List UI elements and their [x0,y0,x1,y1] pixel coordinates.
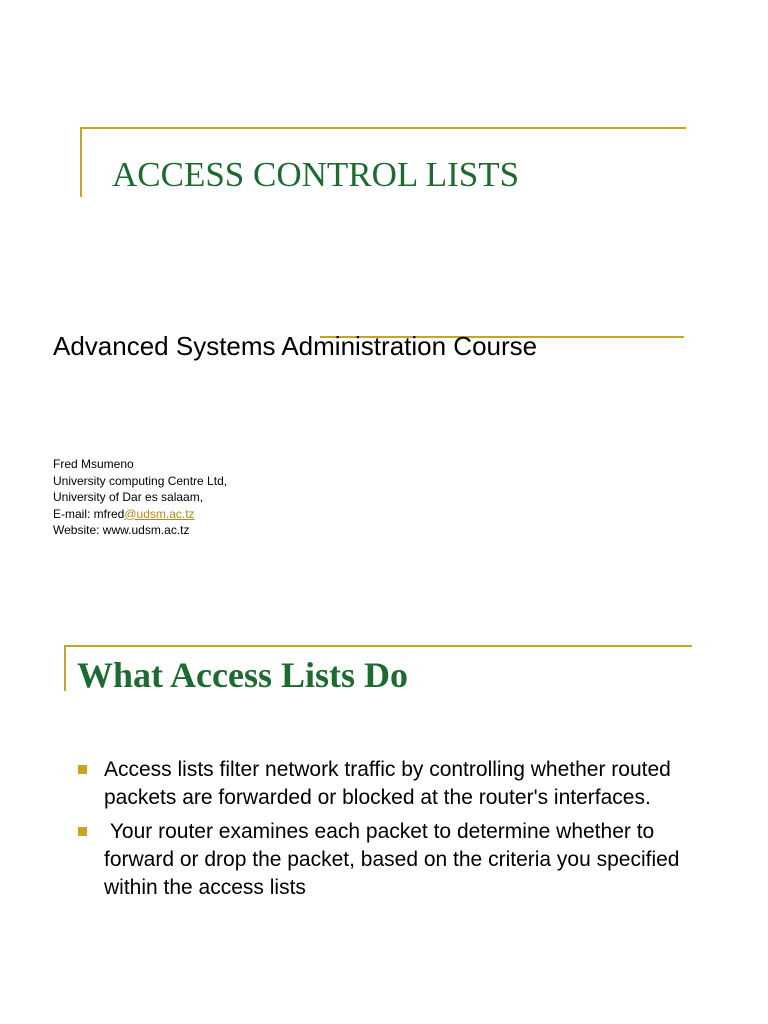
slide1-subtitle: Advanced Systems Administration Course [53,331,538,361]
author-university: University of Dar es salaam, [53,490,204,504]
square-bullet-icon [78,827,87,836]
slide2-frame-top-line [64,645,692,647]
author-website: Website: www.udsm.ac.tz [53,523,190,537]
slide2-title: What Access Lists Do [77,655,408,695]
author-org: University computing Centre Ltd, [53,473,228,488]
author-block [53,456,227,539]
email-domain-link[interactable]: @udsm.ac.tz [124,506,195,521]
author-name: Fred Msumeno [53,457,134,471]
slide1-frame-left-line [80,127,82,197]
slide1-frame-top-line [80,127,686,129]
bullet-text: Access lists filter network traffic by controlling whether routed packets are forwarded or blocked at the router's interfaces. [104,758,671,809]
bullet-item [76,818,716,902]
bullet-list [76,756,716,908]
email-prefix: E-mail: mfred [53,506,125,521]
author-email [53,506,227,523]
bullet-text: Your router examines each packet to determine whether to forward or drop the packet, based on the criteria you specified within the access lists [104,820,686,899]
slide1-title: ACCESS CONTROL LISTS [112,155,520,194]
square-bullet-icon [78,765,87,774]
slide2-frame-left-line [64,645,66,691]
bullet-item [76,756,716,812]
